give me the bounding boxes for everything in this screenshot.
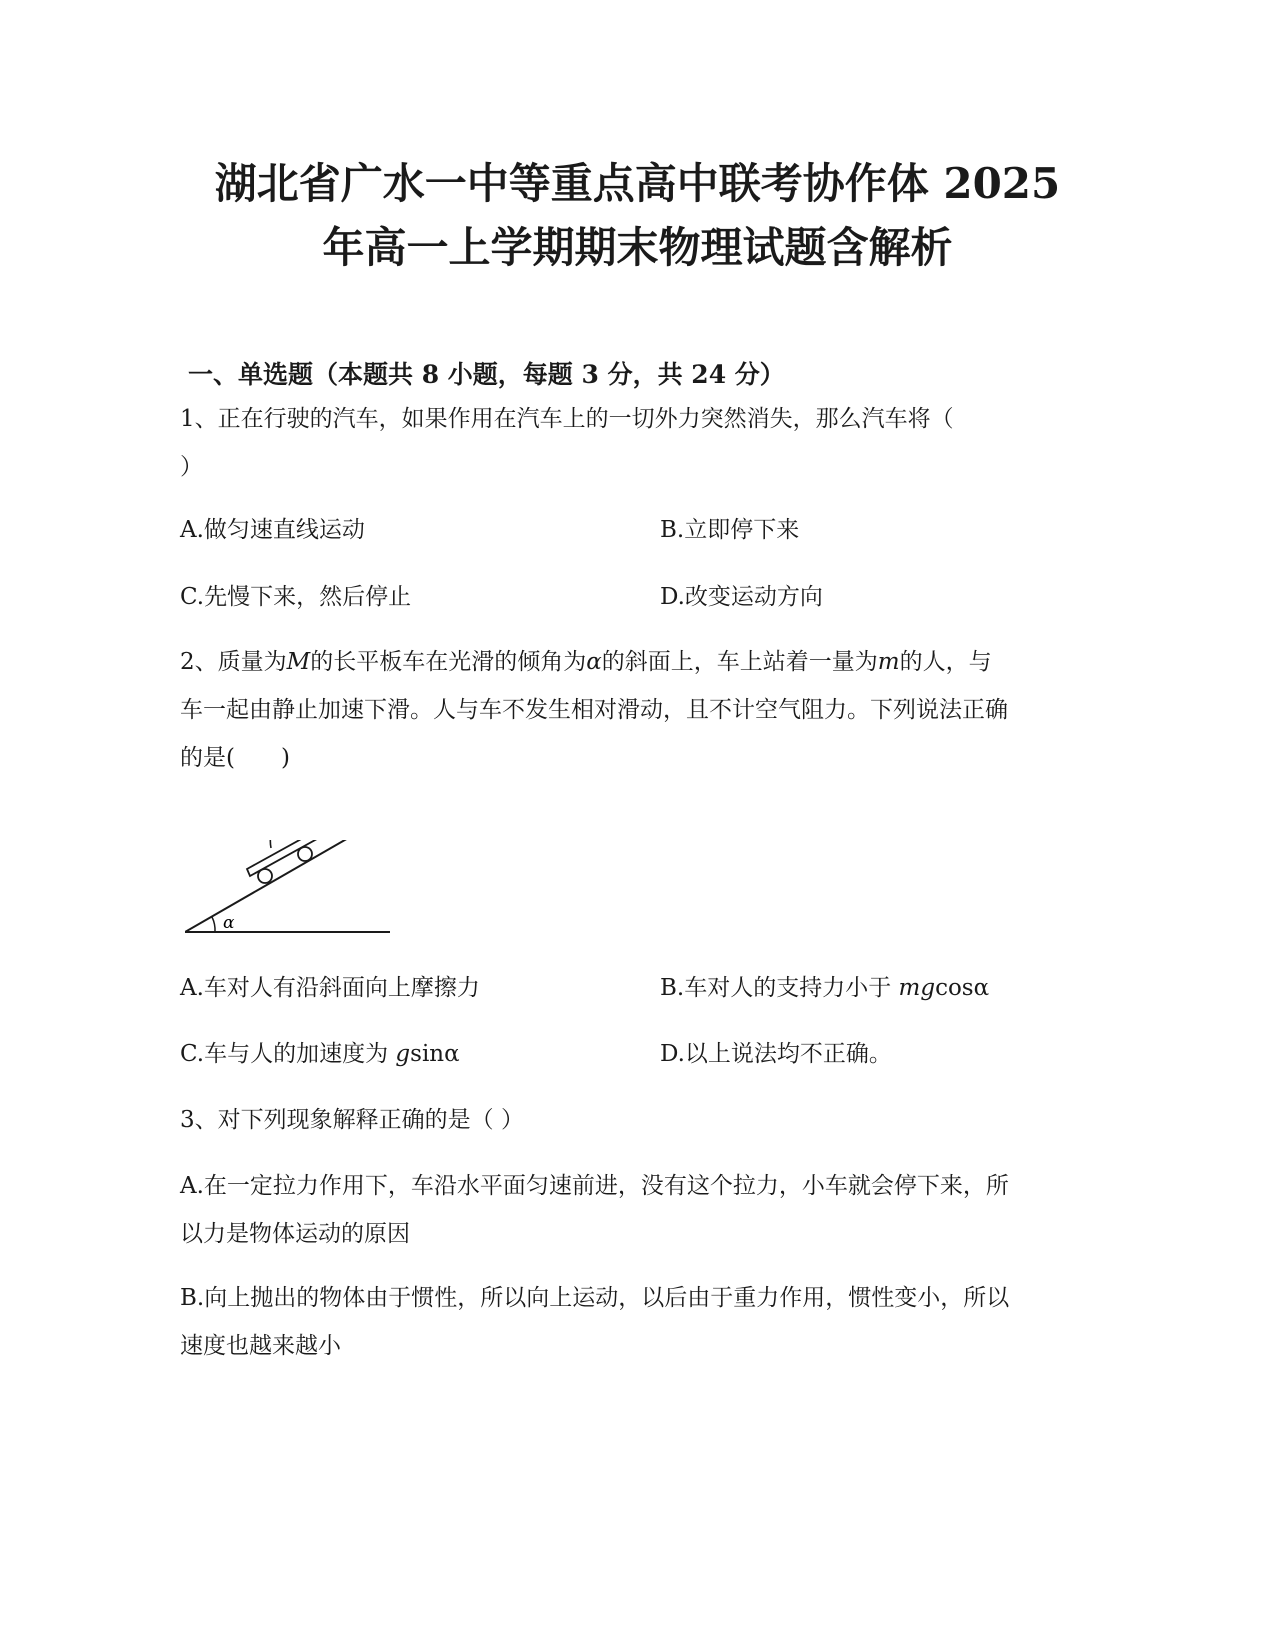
section-heading: 一、单选题（本题共 8 小题，每题 3 分，共 24 分）: [188, 360, 785, 389]
q3-a-line-2: 以力是物体运动的原因: [180, 1221, 410, 1247]
var-mg: mg: [898, 975, 936, 1001]
q3-a-line-1: A.在一定拉力作用下，车沿水平面匀速前进，没有这个拉力，小车就会停下来，所: [180, 1173, 1009, 1199]
q2-text-a: 2、质量为: [180, 649, 287, 675]
question-1-option-d: D.改变运动方向: [660, 584, 823, 610]
q3-b-line-2: 速度也越来越小: [180, 1333, 341, 1359]
question-2-line-1: [180, 638, 1008, 686]
angle-arc: [212, 917, 215, 932]
var-g: g: [395, 1041, 411, 1067]
question-1-option-c: C.先慢下来，然后停止: [180, 584, 412, 610]
question-1-option-a: A.做匀速直线运动: [180, 517, 365, 543]
q2-text-d: 的人，与: [899, 649, 992, 675]
incline-cart-figure: [185, 840, 395, 940]
cart: [247, 840, 326, 883]
var-alpha: α: [586, 649, 602, 675]
question-1-line-1: 1、正在行驶的汽车，如果作用在汽车上的一切外力突然消失，那么汽车将（: [180, 406, 954, 432]
question-3-option-b: [180, 1274, 1009, 1370]
option-b-text: B.车对人的支持力小于: [660, 975, 899, 1001]
document-title: [120, 152, 1155, 280]
q2-text-c: 的斜面上，车上站着一量为: [601, 649, 878, 675]
question-3-option-a: [180, 1162, 1009, 1258]
option-c-text: C.车与人的加速度为: [180, 1041, 396, 1067]
var-m: m: [877, 649, 900, 675]
question-3-stem: 3、对下列现象解释正确的是（ ）: [180, 1107, 524, 1133]
question-1-option-b: B.立即停下来: [660, 517, 800, 543]
angle-label: α: [223, 913, 235, 933]
question-2-option-d: D.以上说法均不正确。: [660, 1041, 892, 1067]
title-line-2: 年高一上学期期末物理试题含解析: [322, 223, 953, 272]
option-c-tail: sinα: [410, 1041, 460, 1067]
question-2-option-c: [180, 1030, 460, 1078]
cart-wheel-front: [298, 847, 312, 861]
question-1-stem: [180, 395, 954, 491]
var-M: M: [286, 649, 311, 675]
question-2-option-a: A.车对人有沿斜面向上摩擦力: [180, 975, 480, 1001]
option-b-tail: cosα: [935, 975, 990, 1001]
question-2-line-3: 的是( ): [180, 745, 290, 771]
question-2-stem: [180, 638, 1008, 782]
question-2-line-2: 车一起由静止加速下滑。人与车不发生相对滑动，且不计空气阻力。下列说法正确: [180, 697, 1008, 723]
question-2-option-b: [660, 964, 989, 1012]
q3-b-line-1: B.向上抛出的物体由于惯性，所以向上运动，以后由于重力作用，惯性变小，所以: [180, 1285, 1010, 1311]
title-line-1: 湖北省广水一中等重点高中联考协作体 2025: [214, 159, 1061, 208]
question-1-line-2: ）: [180, 454, 203, 480]
cart-wheel-rear: [258, 869, 272, 883]
q2-text-b: 的长平板车在光滑的倾角为: [310, 649, 587, 675]
